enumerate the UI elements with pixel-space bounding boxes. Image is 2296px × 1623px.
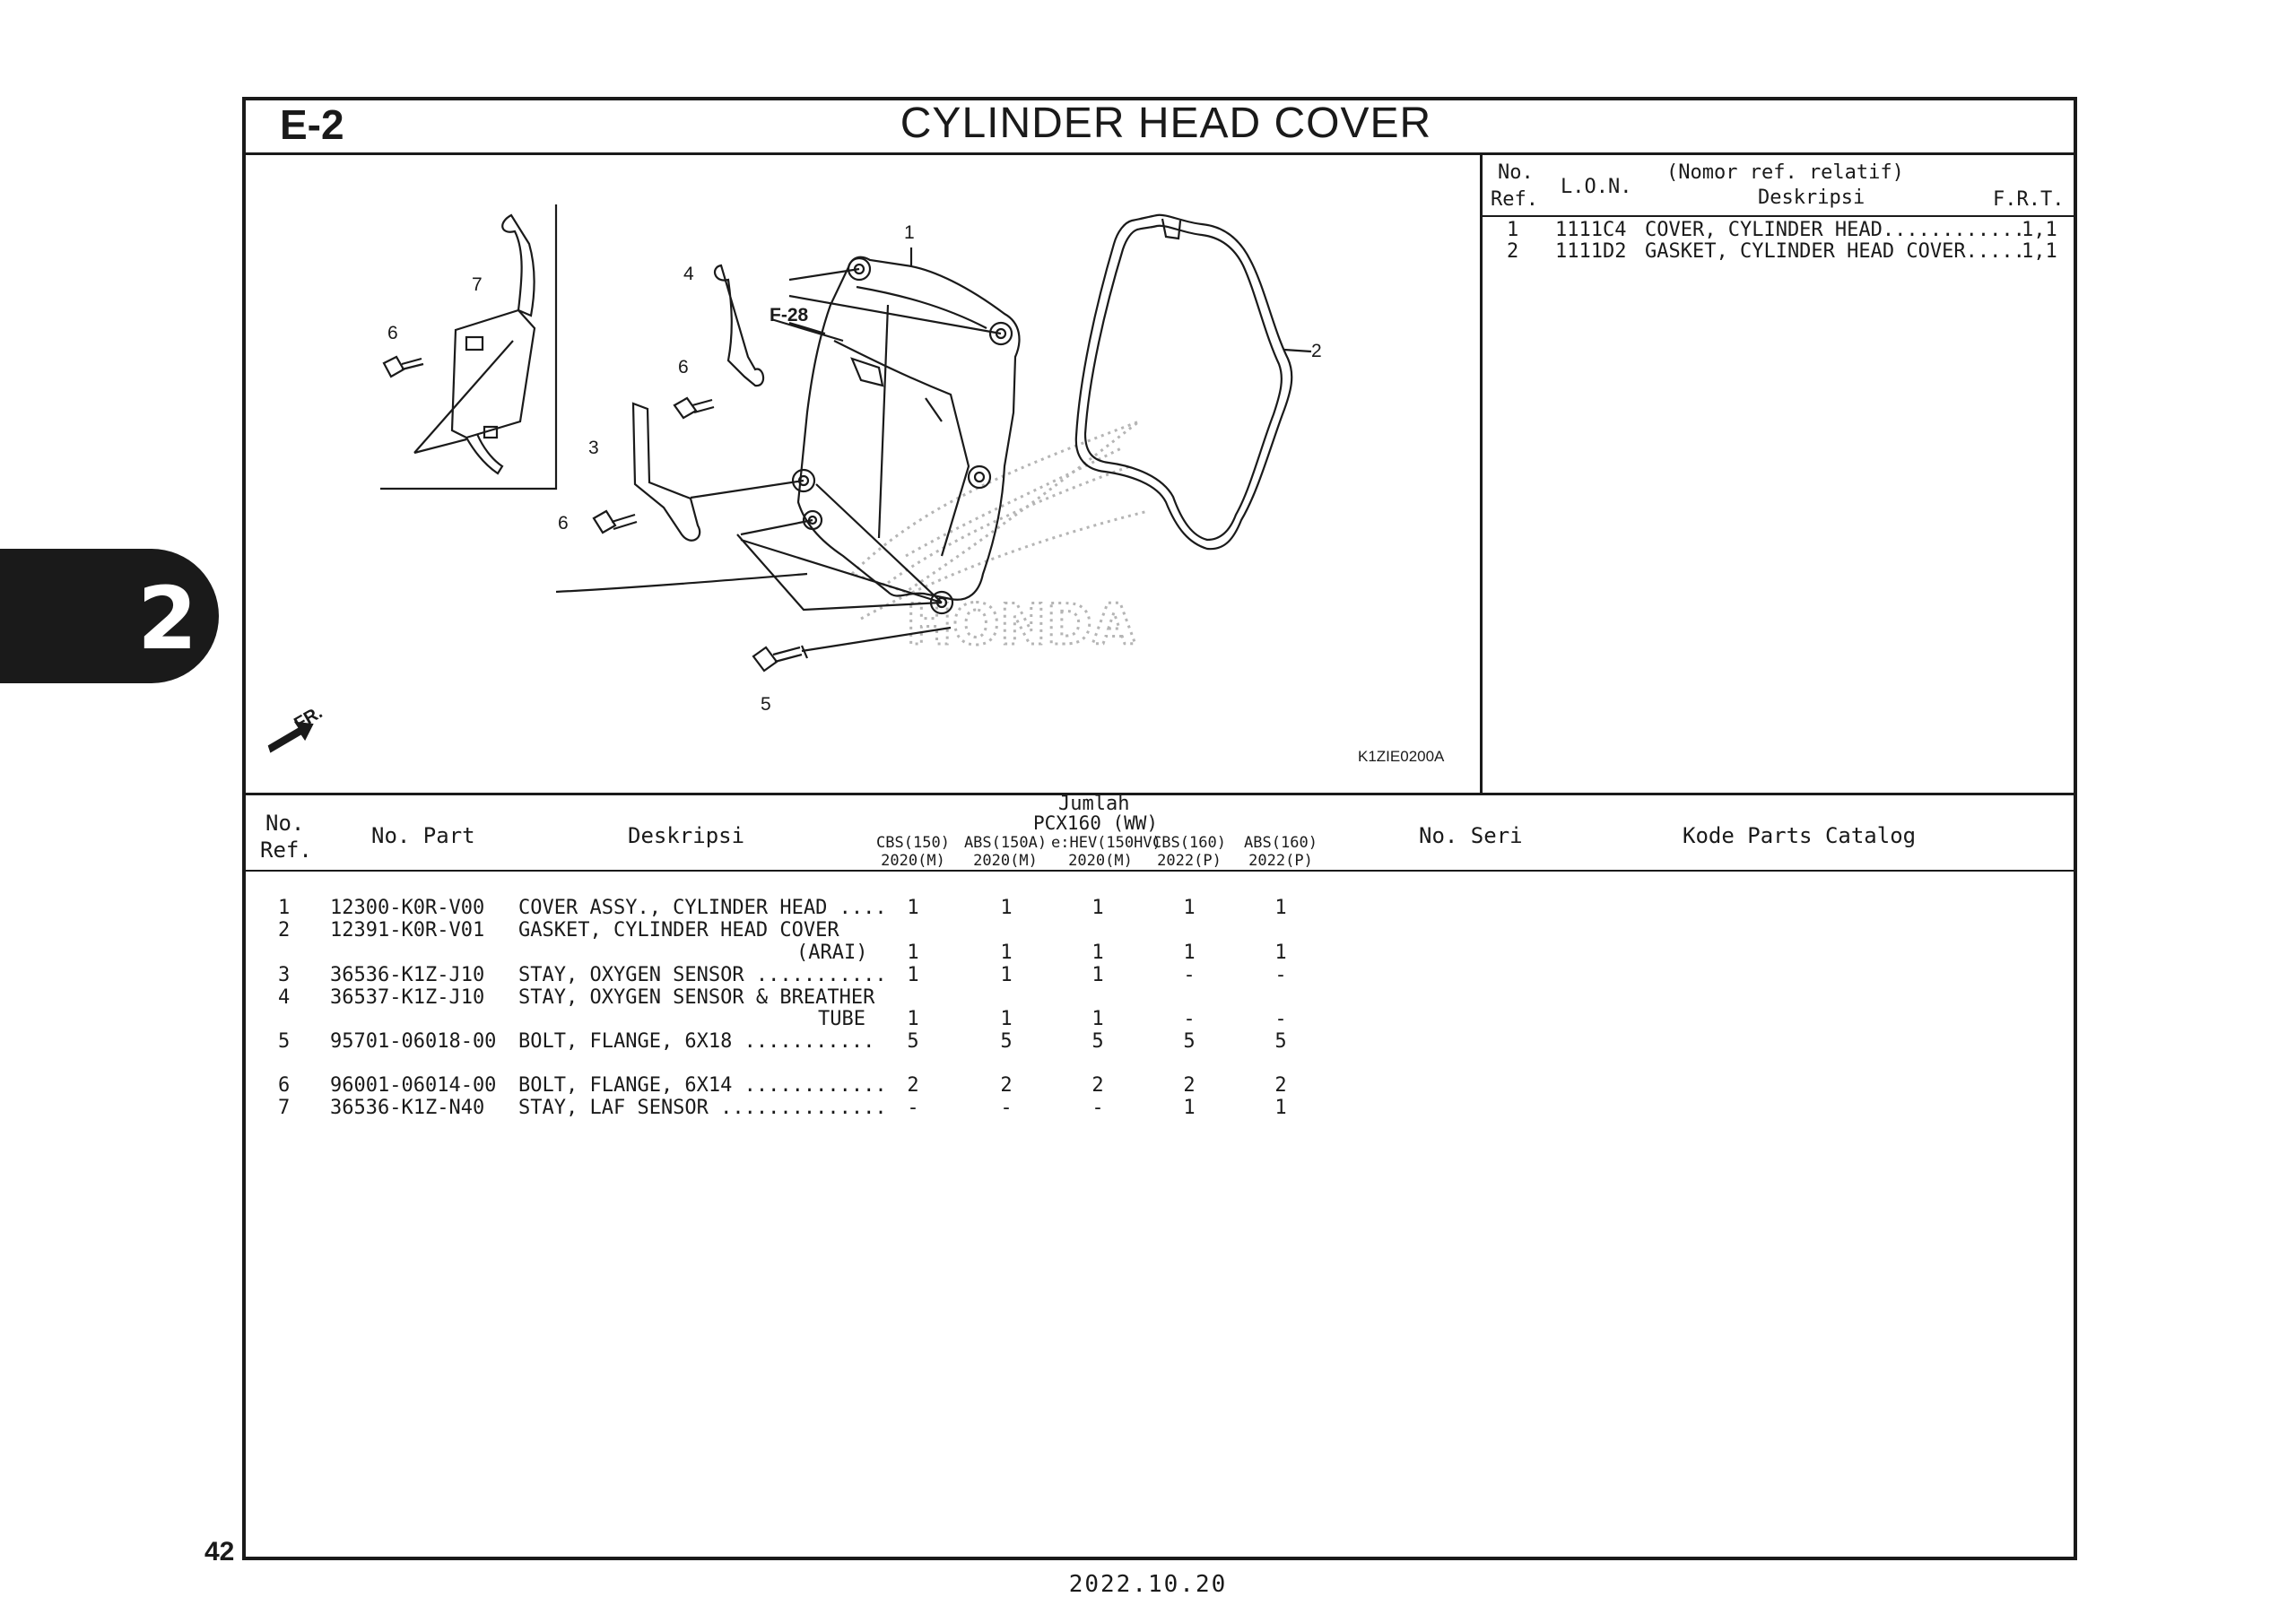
row-2-qty-1: 1 bbox=[907, 942, 919, 964]
diagram-bottom-divider bbox=[242, 793, 2077, 795]
row-4-desc: STAY, OXYGEN SENSOR & BREATHER bbox=[518, 986, 875, 1009]
col-jumlah: Jumlah bbox=[1058, 793, 1130, 815]
row-7-qty-2: - bbox=[1000, 1097, 1013, 1119]
col-variant-3-year: 2020(M) bbox=[1068, 852, 1133, 870]
callout-2: 2 bbox=[1311, 341, 1322, 361]
row-4-part: 36537-K1Z-J10 bbox=[330, 986, 485, 1009]
page-title: CYLINDER HEAD COVER bbox=[900, 100, 1432, 147]
row-3-qty-3: 1 bbox=[1091, 964, 1104, 986]
svg-text:HONDA: HONDA bbox=[906, 592, 1135, 657]
row-4-qty-2: 1 bbox=[1000, 1008, 1013, 1030]
ref-row-1-no: 1 bbox=[1507, 219, 1519, 241]
ref-row-2-no: 2 bbox=[1507, 240, 1519, 263]
ref-col-no: No. bbox=[1498, 161, 1534, 184]
ref-row-2-frt: 1,1 bbox=[2022, 240, 2057, 263]
ref-row-2-lon: 1111D2 bbox=[1555, 240, 1627, 263]
row-6-qty-4: 2 bbox=[1183, 1074, 1196, 1097]
row-5-part: 95701-06018-00 bbox=[330, 1030, 497, 1053]
col-serial: No. Seri bbox=[1419, 823, 1523, 848]
cylinder-head-cover bbox=[798, 257, 1019, 600]
ref-row-1-frt: 1,1 bbox=[2022, 219, 2057, 241]
front-label: FR. bbox=[291, 702, 326, 734]
row-5-desc: BOLT, FLANGE, 6X18 ........... bbox=[518, 1030, 875, 1053]
row-5-qty-3: 5 bbox=[1091, 1030, 1104, 1053]
exploded-diagram bbox=[246, 158, 1474, 785]
ref-header-divider bbox=[1482, 215, 2077, 217]
col-part: No. Part bbox=[371, 823, 475, 848]
col-variant-5-year: 2022(P) bbox=[1248, 852, 1313, 870]
stay-oxygen-sensor bbox=[633, 404, 700, 541]
row-6-desc: BOLT, FLANGE, 6X14 ............ bbox=[518, 1074, 887, 1097]
row-2-qty-3: 1 bbox=[1091, 942, 1104, 964]
row-7-qty-5: 1 bbox=[1274, 1097, 1287, 1119]
ref-col-desc: Deskripsi bbox=[1758, 187, 1866, 209]
col-variant-3: e:HEV(150HV) bbox=[1051, 834, 1161, 852]
row-6-qty-1: 2 bbox=[907, 1074, 919, 1097]
row-1-qty-2: 1 bbox=[1000, 897, 1013, 919]
chapter-tab bbox=[0, 549, 219, 683]
row-4-qty-5: - bbox=[1274, 1008, 1287, 1030]
row-2-qty-4: 1 bbox=[1183, 942, 1196, 964]
row-1-qty-3: 1 bbox=[1091, 897, 1104, 919]
row-2-desc-cont: (ARAI) bbox=[796, 942, 868, 964]
callout-1: 1 bbox=[904, 222, 915, 243]
row-4-qty-1: 1 bbox=[907, 1008, 919, 1030]
print-date: 2022.10.20 bbox=[1068, 1571, 1228, 1598]
bolt-5 bbox=[753, 646, 807, 671]
row-7-qty-4: 1 bbox=[1183, 1097, 1196, 1119]
row-2-qty-2: 1 bbox=[1000, 942, 1013, 964]
row-1-qty-4: 1 bbox=[1183, 897, 1196, 919]
honda-watermark bbox=[852, 421, 1148, 657]
ref-col-frt: F.R.T. bbox=[1993, 188, 2065, 211]
row-2-qty-5: 1 bbox=[1274, 942, 1287, 964]
row-1-qty-1: 1 bbox=[907, 897, 919, 919]
col-variant-5: ABS(160) bbox=[1244, 834, 1318, 852]
ref-col-nomor: (Nomor ref. relatif) bbox=[1666, 161, 1904, 184]
callout-3: 3 bbox=[588, 438, 599, 458]
callout-5: 5 bbox=[761, 694, 771, 715]
stay-oxygen-breather bbox=[715, 265, 763, 386]
col-variant-2: ABS(150A) bbox=[963, 834, 1048, 852]
callout-4: 4 bbox=[683, 264, 694, 284]
row-6-ref: 6 bbox=[278, 1074, 291, 1097]
row-3-desc: STAY, OXYGEN SENSOR ........... bbox=[518, 964, 887, 986]
row-4-qty-3: 1 bbox=[1091, 1008, 1104, 1030]
row-4-qty-4: - bbox=[1183, 1008, 1196, 1030]
callout-6-lower: 6 bbox=[558, 513, 569, 534]
row-5-qty-4: 5 bbox=[1183, 1030, 1196, 1053]
row-3-qty-5: - bbox=[1274, 964, 1287, 986]
row-7-qty-1: - bbox=[907, 1097, 919, 1119]
row-2-ref: 2 bbox=[278, 919, 291, 942]
row-6-qty-5: 2 bbox=[1274, 1074, 1287, 1097]
bolt-6-lower bbox=[594, 511, 637, 533]
row-7-desc: STAY, LAF SENSOR .............. bbox=[518, 1097, 887, 1119]
illustration-code: K1ZIE0200A bbox=[1358, 748, 1445, 765]
section-code: E-2 bbox=[280, 101, 344, 148]
f28-reference: F-28 bbox=[770, 305, 809, 325]
leader-lines bbox=[556, 247, 1001, 603]
callout-6-middle: 6 bbox=[678, 357, 689, 378]
col-variant-4: CBS(160) bbox=[1152, 834, 1226, 852]
col-desc: Deskripsi bbox=[628, 823, 745, 848]
ref-col-ref: Ref. bbox=[1491, 188, 1538, 211]
row-4-ref: 4 bbox=[278, 986, 291, 1009]
row-7-part: 36536-K1Z-N40 bbox=[330, 1097, 485, 1119]
gasket bbox=[1076, 215, 1292, 549]
row-5-qty-2: 5 bbox=[1000, 1030, 1013, 1053]
row-1-part: 12300-K0R-V00 bbox=[330, 897, 485, 919]
col-variant-2-year: 2020(M) bbox=[973, 852, 1038, 870]
callout-6-upper: 6 bbox=[387, 323, 398, 343]
col-variant-4-year: 2022(P) bbox=[1157, 852, 1222, 870]
col-variant-1-year: 2020(M) bbox=[881, 852, 945, 870]
diagram-table-divider bbox=[1480, 152, 1483, 794]
parts-header-divider bbox=[242, 870, 2077, 872]
row-5-qty-1: 5 bbox=[907, 1030, 919, 1053]
row-7-qty-3: - bbox=[1091, 1097, 1104, 1119]
col-variant-1: CBS(150) bbox=[876, 834, 950, 852]
stay-laf-sensor bbox=[502, 215, 534, 316]
row-1-ref: 1 bbox=[278, 897, 291, 919]
row-5-qty-5: 5 bbox=[1274, 1030, 1287, 1053]
row-3-part: 36536-K1Z-J10 bbox=[330, 964, 485, 986]
ref-row-1-lon: 1111C4 bbox=[1555, 219, 1627, 241]
row-6-qty-3: 2 bbox=[1091, 1074, 1104, 1097]
row-3-qty-2: 1 bbox=[1000, 964, 1013, 986]
ref-row-2-desc: GASKET, CYLINDER HEAD COVER..... bbox=[1645, 240, 2025, 263]
col-no: No. bbox=[265, 811, 305, 836]
bolt-6-middle bbox=[674, 398, 714, 418]
row-3-qty-4: - bbox=[1183, 964, 1196, 986]
row-2-part: 12391-K0R-V01 bbox=[330, 919, 485, 942]
row-5-ref: 5 bbox=[278, 1030, 291, 1053]
bolt-6-upper bbox=[384, 357, 423, 377]
row-4-desc-cont: TUBE bbox=[818, 1008, 865, 1030]
ref-row-1-desc: COVER, CYLINDER HEAD............ bbox=[1645, 219, 2025, 241]
col-catalog: Kode Parts Catalog bbox=[1683, 823, 1917, 848]
page-number: 42 bbox=[204, 1537, 235, 1567]
chapter-number: 2 bbox=[137, 568, 197, 669]
title-divider bbox=[242, 152, 2077, 155]
row-6-qty-2: 2 bbox=[1000, 1074, 1013, 1097]
row-7-ref: 7 bbox=[278, 1097, 291, 1119]
col-ref: Ref. bbox=[260, 838, 312, 863]
ref-col-lon: L.O.N. bbox=[1561, 176, 1632, 198]
callout-7: 7 bbox=[472, 274, 483, 295]
row-1-desc: COVER ASSY., CYLINDER HEAD .... bbox=[518, 897, 887, 919]
row-1-qty-5: 1 bbox=[1274, 897, 1287, 919]
row-3-qty-1: 1 bbox=[907, 964, 919, 986]
row-2-desc: GASKET, CYLINDER HEAD COVER bbox=[518, 919, 839, 942]
col-model: PCX160 (WW) bbox=[1033, 812, 1159, 834]
row-3-ref: 3 bbox=[278, 964, 291, 986]
row-6-part: 96001-06014-00 bbox=[330, 1074, 497, 1097]
